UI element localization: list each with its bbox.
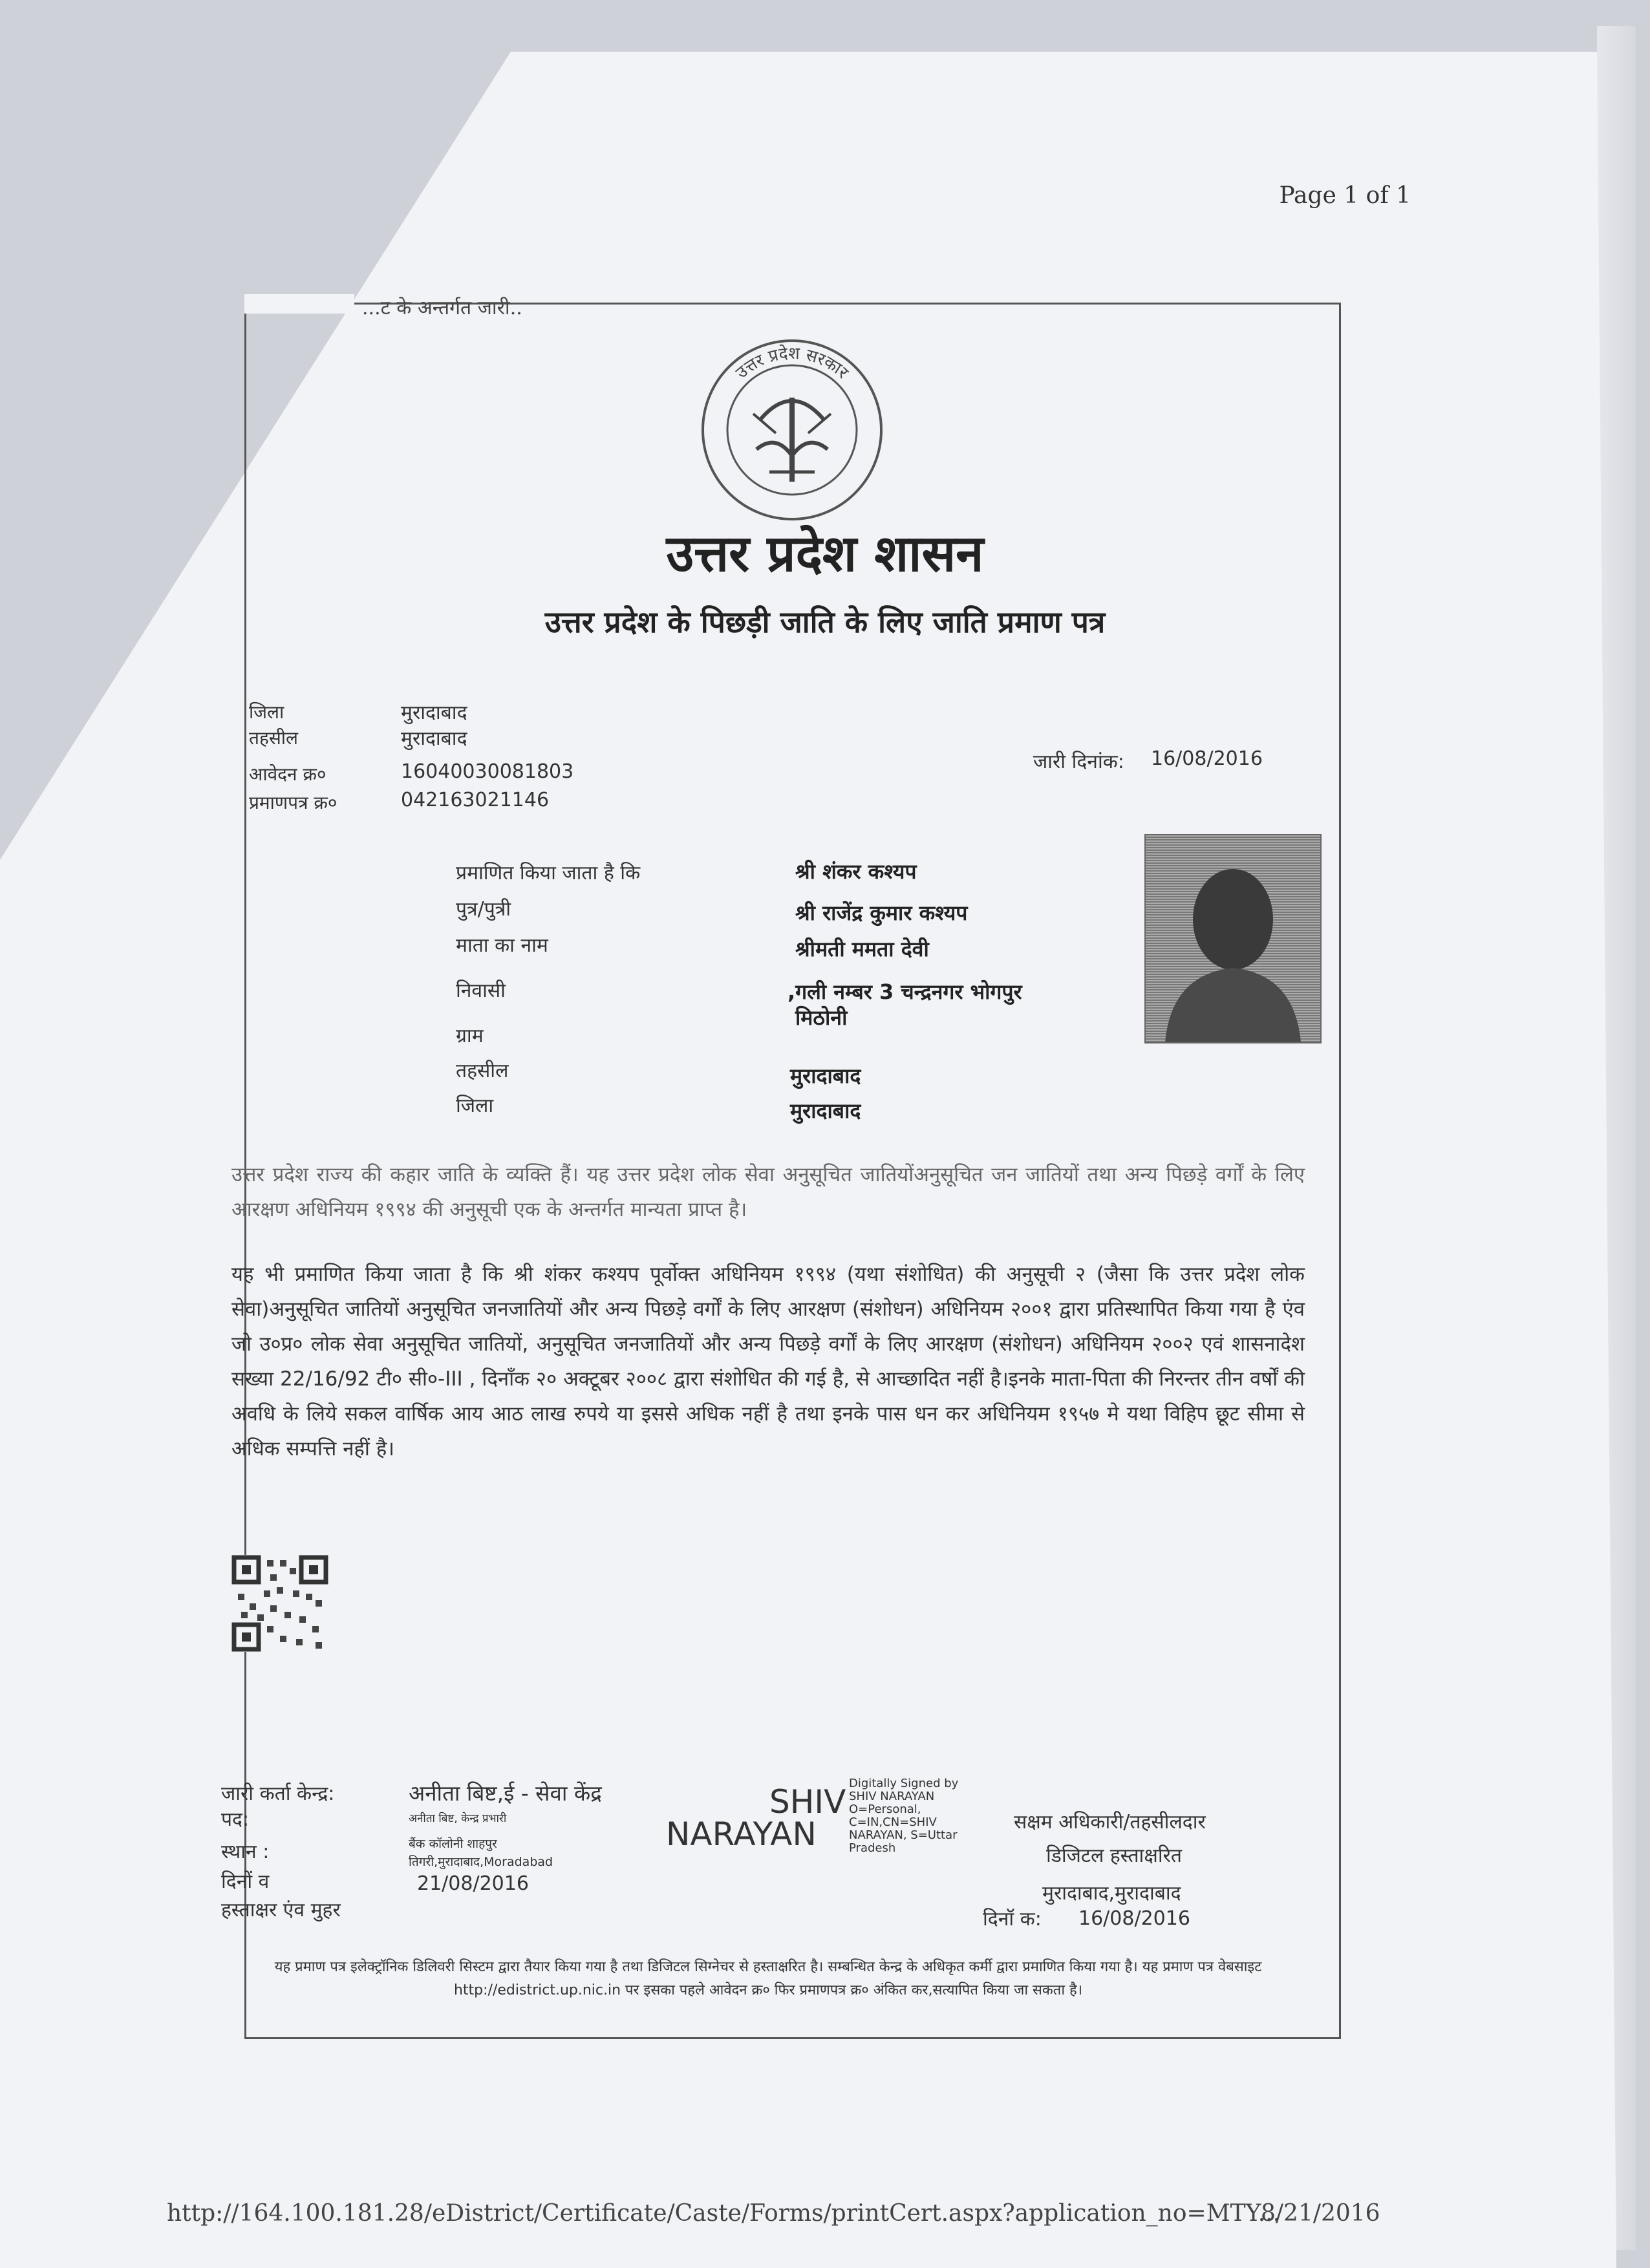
meta-application-label: आवेदन क्र० <box>249 764 327 785</box>
issuer-date-value: 21/08/2016 <box>417 1872 529 1895</box>
issuer-place-label: स्थान : <box>221 1841 270 1863</box>
paragraph-caste-recognition: उत्तर प्रदेश राज्य की कहार जाति के व्यक्ति हैं। यह उत्तर प्रदेश लोक सेवा अनुसूचित जातियोंअनुसूचित जन जातियों तथा अन्य पिछड़े वर्गों के लिए आरक्षण अधिनियम १९९४ की अनुसूची एक के अन्तर्गत मान्यता प्राप्त है। <box>231 1163 1305 1221</box>
authority-title: सक्षम अधिकारी/तहसीलदार <box>1014 1811 1206 1834</box>
resident-address-line1: ,गली नम्बर 3 चन्द्रनगर भोगपुर <box>788 979 1022 1004</box>
footer-note: यह प्रमाण पत्र इलेक्ट्रॉनिक डिलिवरी सिस्टम द्वारा तैयार किया गया है तथा डिजिटल सिग्नेचर से हस्ताक्षरित है। सम्बन्धित केन्द्र के अधिकृत कर्मी द्वारा प्रमाणित किया गया है। यह प्रमाण पत्र वेबसाइट http://edistrict.up.nic.in पर इसका पहले आवेदन क्र० फिर प्रमाणपत्र क्र० अंकित कर,सत्यापित किया जा सकता है। <box>274 1959 1262 1998</box>
resident-label: निवासी <box>456 979 506 1002</box>
svg-text:उत्तर प्रदेश सरकार <box>733 343 853 383</box>
issuer-center-label: जारी कर्ता केन्द्र: <box>221 1782 335 1805</box>
signature-info-line6: Pradesh <box>849 1841 896 1855</box>
issuer-place-line2: तिगरी,मुरादाबाद,Moradabad <box>409 1855 553 1869</box>
emblem-text: उत्तर प्रदेश सरकार <box>732 343 852 383</box>
village-label: ग्राम <box>456 1025 484 1047</box>
meta-tehsil-value: मुरादाबाद <box>401 727 467 750</box>
print-url: http://164.100.181.28/eDistrict/Certificate/Caste/Forms/printCert.aspx?application_no=MTY... <box>167 2200 1281 2227</box>
mother-label: माता का नाम <box>456 934 548 957</box>
meta-district-value: मुरादाबाद <box>401 701 467 724</box>
authority-digital-signed: डिजिटल हस्ताक्षरित <box>1046 1845 1182 1867</box>
meta-certificate-label: प्रमाणपत्र क्र० <box>249 792 338 813</box>
district-label: जिला <box>456 1095 494 1117</box>
father-name: श्री राजेंद्र कुमार कश्यप <box>795 901 968 925</box>
mother-name: श्रीमती ममता देवी <box>795 937 929 961</box>
meta-certificate-value: 042163021146 <box>401 789 550 811</box>
qr-code-icon <box>231 1555 328 1652</box>
issue-date-label: जारी दिनांक: <box>1033 751 1124 773</box>
signature-info-line3: O=Personal, <box>849 1803 921 1816</box>
issuer-center-value: अनीता बिष्ट,ई - सेवा केंद्र <box>409 1781 602 1806</box>
applicant-photo <box>1144 834 1322 1043</box>
son-daughter-label: पुत्र/पुत्री <box>456 898 511 921</box>
tehsil-label: तहसील <box>456 1060 509 1082</box>
issuer-date-label: दिनों व <box>221 1870 270 1893</box>
signature-info-line2: SHIV NARAYAN <box>849 1790 935 1803</box>
issuer-place-line1: बैंक कॉलोनी शाहपुर <box>409 1837 497 1851</box>
signer-name-line2: NARAYAN <box>666 1815 817 1853</box>
meta-tehsil-label: तहसील <box>249 727 298 749</box>
issuer-post-label: पद: <box>221 1808 250 1831</box>
certificate-title: उत्तर प्रदेश शासन <box>666 525 984 583</box>
certified-name: श्री शंकर कश्यप <box>795 859 917 884</box>
person-silhouette-icon <box>1146 835 1320 1042</box>
signature-info-line5: NARAYAN, S=Uttar <box>849 1828 958 1842</box>
up-government-emblem <box>698 336 886 524</box>
certificate-subtitle: उत्तर प्रदेश के पिछड़ी जाति के लिए जाति प्रमाण पत्र <box>544 604 1106 639</box>
authority-date-label: दिनॉ क: <box>983 1908 1042 1931</box>
page-number: Page 1 of 1 <box>1279 182 1411 209</box>
signature-info-line1: Digitally Signed by <box>849 1777 959 1790</box>
meta-application-value: 16040030081803 <box>401 760 574 783</box>
authority-place: मुरादाबाद,मुरादाबाद <box>1042 1882 1181 1905</box>
district-value: मुरादाबाद <box>790 1098 861 1123</box>
signature-info-line4: C=IN,CN=SHIV <box>849 1815 937 1829</box>
print-date: 8/21/2016 <box>1261 2200 1380 2227</box>
issuer-post-value: अनीता बिष्ट, केन्द्र प्रभारी <box>409 1812 507 1825</box>
resident-address-line2: मिठोनी <box>795 1005 848 1030</box>
header-fragment: ...ट के अन्तर्गत जारी.. <box>362 297 522 319</box>
paragraph-certification: यह भी प्रमाणित किया जाता है कि श्री शंकर कश्यप पूर्वोक्त अधिनियम १९९४ (यथा संशोधित) की अनुसूची २ (जैसा कि उत्तर प्रदेश लोक सेवा)अनुसूचित जातियों अनुसूचित जनजातियों और अन्य पिछड़े वर्गों के लिए आरक्षण (संशोधन) अधिनियम २००१ द्वारा प्रतिस्थापित किया गया है एंव जो उ०प्र० लोक सेवा अनुसूचित जातियों, अनुसूचित जनजातियों और अन्य पिछड़े वर्गों के लिए आरक्षण (संशोधन) अधिनियम २००२ एवं शासनादेश सख्या 22/16/92 टी० सी०-III , दिनाँक २० अक्टूबर २००८ द्वारा संशोधित की गई है, से आच्छादित नहीं है।इनके माता-पिता की निरन्तर तीन वर्षों की अवधि के लिये सकल वार्षिक आय आठ लाख रुपये या इससे अधिक नहीं है तथा इनके पास धन कर अधिनियम १९५७ मे यथा विहिप छूट सीमा से अधिक सम्पत्ति नहीं है। <box>231 1263 1305 1460</box>
signer-name-line1: SHIV <box>769 1783 846 1821</box>
tehsil-value: मुरादाबाद <box>790 1064 861 1088</box>
meta-district-label: जिला <box>249 701 284 723</box>
authority-date-value: 16/08/2016 <box>1078 1907 1190 1930</box>
certified-label: प्रमाणित किया जाता है कि <box>456 862 641 884</box>
issue-date-value: 16/08/2016 <box>1151 747 1263 770</box>
issuer-sign-label: हस्ताक्षर एंव मुहर <box>221 1899 341 1921</box>
